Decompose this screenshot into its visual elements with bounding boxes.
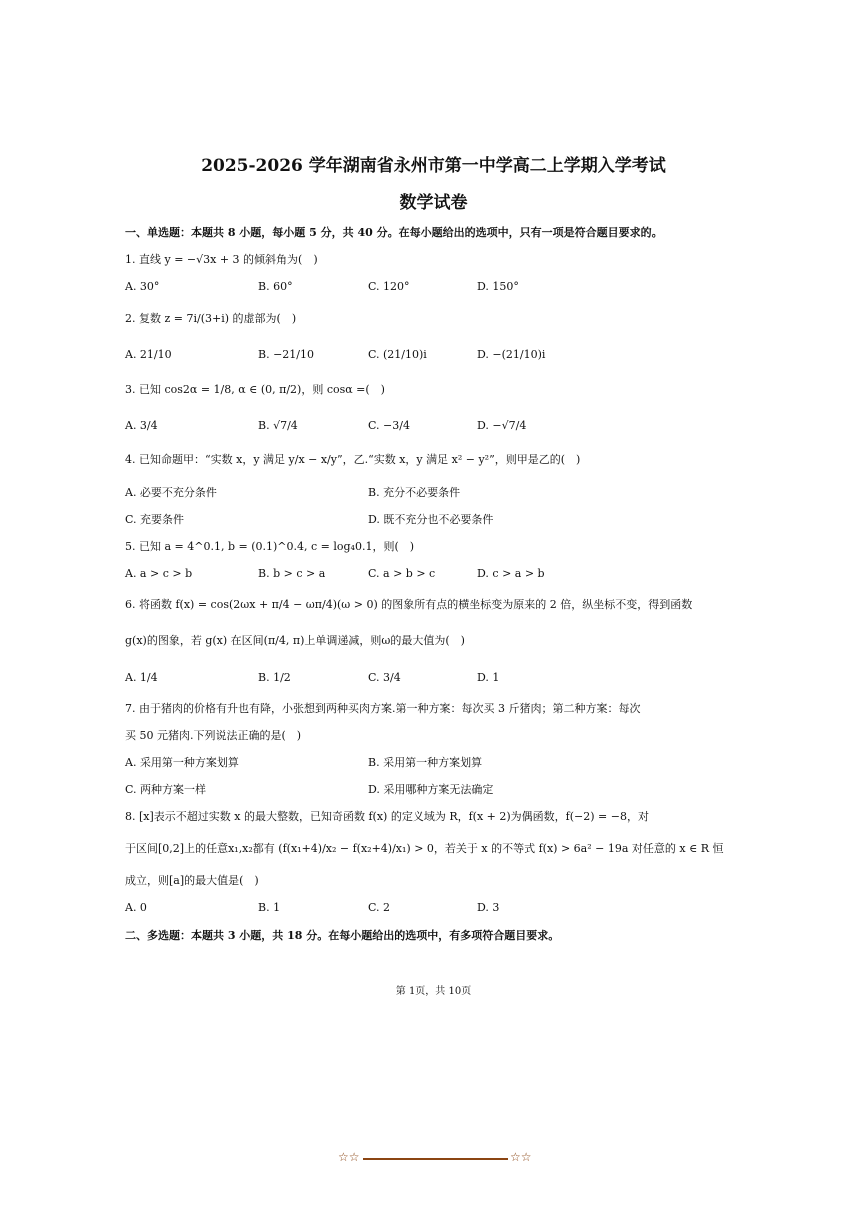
question-2: 2. 复数 z = 7i/(3+i) 的虚部为( )	[125, 312, 297, 325]
q3-option-d: D. −√7/4	[477, 419, 527, 432]
question-3: 3. 已知 cos2α = 1/8, α ∈ (0, π/2)，则 cosα =( )	[125, 383, 385, 396]
q8-option-a: A. 0	[125, 901, 147, 914]
q7-option-c: C. 两种方案一样	[125, 783, 207, 796]
decorative-divider	[338, 1151, 533, 1167]
q1-option-c: C. 120°	[368, 280, 410, 293]
q5-option-c: C. a > b > c	[368, 567, 436, 580]
star-icon: ☆☆	[338, 1150, 360, 1164]
q4-option-b: B. 充分不必要条件	[368, 486, 461, 499]
question-5: 5. 已知 a = 4^0.1, b = (0.1)^0.4, c = log₄0.1，则( )	[125, 540, 415, 553]
q6-option-b: B. 1/2	[258, 671, 291, 684]
exam-subtitle: 数学试卷	[399, 193, 468, 213]
q2-option-b: B. −21/10	[258, 348, 314, 361]
question-6-line-2: g(x)的图象，若 g(x) 在区间(π/4, π)上单调递减，则ω的最大值为( )	[125, 634, 465, 647]
q6-option-a: A. 1/4	[125, 671, 158, 684]
question-6-line-1: 6. 将函数 f(x) = cos(2ωx + π/4 − ωπ/4)(ω > 0) 的图象所有点的横坐标变为原来的 2 倍，纵坐标不变，得到函数	[125, 598, 693, 611]
q1-option-b: B. 60°	[258, 280, 293, 293]
question-8-line-2: 于区间[0,2]上的任意x₁,x₂都有 (f(x₁+4)/x₂ − f(x₂+4)/x₁) > 0，若关于 x 的不等式 f(x) > 6a² − 19a 对任意的 x ∈ R 恒	[125, 842, 724, 855]
q4-option-d: D. 既不充分也不必要条件	[368, 513, 494, 526]
page-footer: 第 1页，共 10页	[395, 986, 472, 997]
section-multiple-choice-header: 二、多选题：本题共 3 小题，共 18 分。在每小题给出的选项中，有多项符合题目要求。	[125, 929, 560, 942]
question-7-line-2: 买 50 元猪肉.下列说法正确的是( )	[125, 729, 302, 742]
q7-option-a: A. 采用第一种方案划算	[125, 756, 239, 769]
q5-option-b: B. b > c > a	[258, 567, 326, 580]
question-1: 1. 直线 y = −√3x + 3 的倾斜角为( )	[125, 253, 318, 266]
q1-option-d: D. 150°	[477, 280, 519, 293]
q2-option-a: A. 21/10	[125, 348, 172, 361]
q7-option-b: B. 采用第一种方案划算	[368, 756, 483, 769]
q8-option-c: C. 2	[368, 901, 391, 914]
q8-option-d: D. 3	[477, 901, 500, 914]
q2-option-d: D. −(21/10)i	[477, 348, 546, 361]
q3-option-c: C. −3/4	[368, 419, 410, 432]
q1-option-a: A. 30°	[125, 280, 160, 293]
q5-option-d: D. c > a > b	[477, 567, 545, 580]
question-4: 4. 已知命题甲：“实数 x，y 满足 y/x − x/y”，乙.“实数 x，y 满足 x² − y²”，则甲是乙的( )	[125, 453, 581, 466]
q6-option-c: C. 3/4	[368, 671, 401, 684]
question-8-line-3: 成立，则[a]的最大值是( )	[125, 874, 259, 887]
section-single-choice-header: 一、单选题：本题共 8 小题，每小题 5 分，共 40 分。在每小题给出的选项中，只有一项是符合题目要求的。	[125, 226, 663, 239]
exam-title: 2025-2026 学年湖南省永州市第一中学高二上学期入学考试	[201, 156, 666, 176]
q5-option-a: A. a > c > b	[125, 567, 193, 580]
q2-option-c: C. (21/10)i	[368, 348, 427, 361]
question-7-line-1: 7. 由于猪肉的价格有升也有降，小张想到两种买肉方案.第一种方案：每次买 3 斤猪肉；第二种方案：每次	[125, 702, 641, 715]
divider-line	[363, 1158, 508, 1160]
q4-option-a: A. 必要不充分条件	[125, 486, 217, 499]
question-8-line-1: 8. [x]表示不超过实数 x 的最大整数，已知奇函数 f(x) 的定义域为 R，f(x + 2)为偶函数，f(−2) = −8，对	[125, 810, 649, 823]
q8-option-b: B. 1	[258, 901, 281, 914]
q3-option-b: B. √7/4	[258, 419, 298, 432]
q7-option-d: D. 采用哪种方案无法确定	[368, 783, 494, 796]
q6-option-d: D. 1	[477, 671, 500, 684]
star-icon: ☆☆	[510, 1150, 532, 1164]
q4-option-c: C. 充要条件	[125, 513, 185, 526]
q3-option-a: A. 3/4	[125, 419, 158, 432]
